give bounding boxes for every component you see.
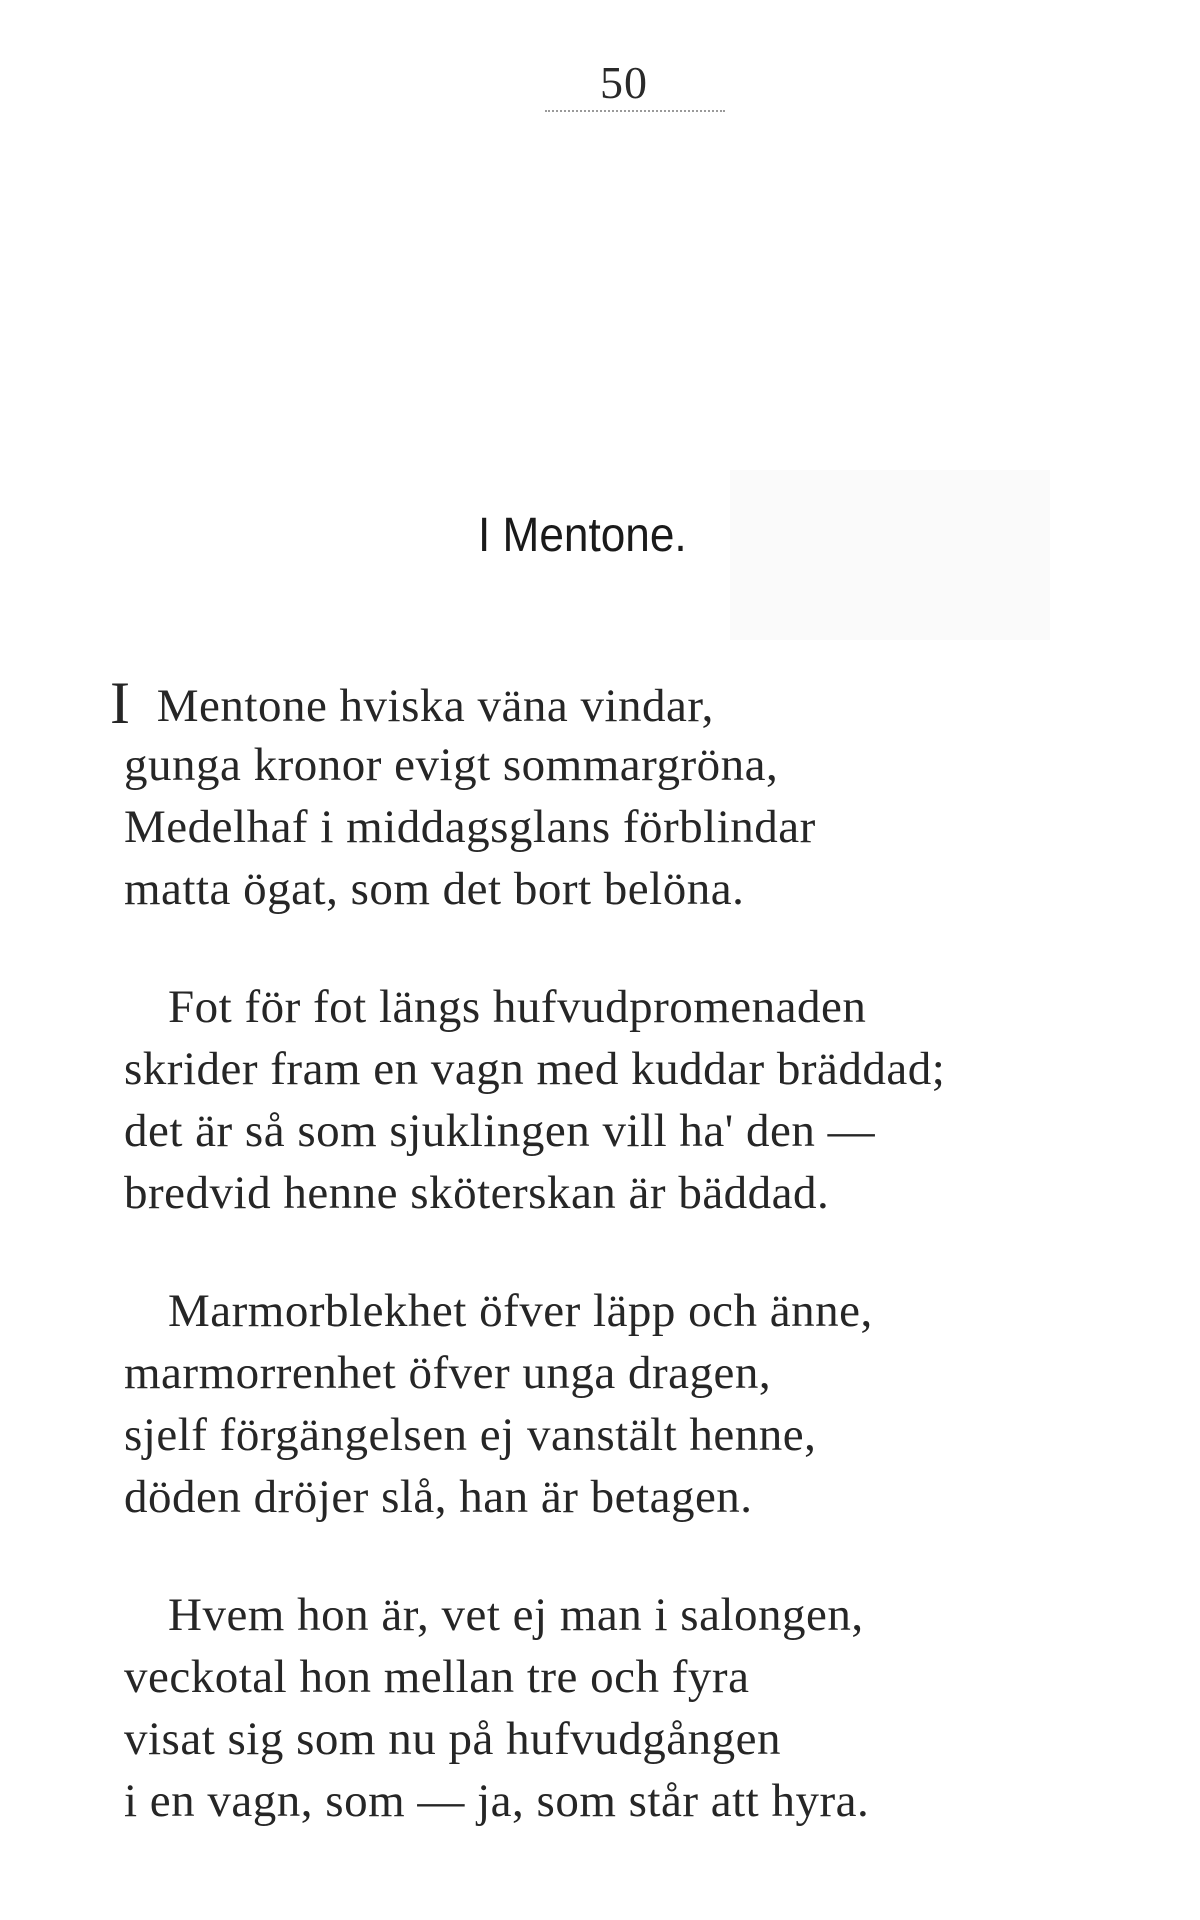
poem-line: sjelf förgängelsen ej vanstält henne, <box>124 1409 817 1461</box>
poem-body <box>110 670 1184 1888</box>
poem-title: I Mentone. <box>478 509 687 562</box>
poem-line: skrider fram en vagn med kuddar bräddad; <box>124 1043 946 1095</box>
poem-line: matta ögat, som det bort belöna. <box>124 863 745 915</box>
page-number-rule <box>545 110 725 112</box>
page-number: 50 <box>600 57 648 108</box>
stanza-4 <box>124 1584 1184 1832</box>
stanza-1 <box>110 670 1184 920</box>
poem-line: veckotal hon mellan tre och fyra <box>124 1651 750 1703</box>
poem-line <box>110 672 1184 734</box>
drop-cap: I <box>110 670 131 736</box>
poem-line: bredvid henne sköterskan är bäddad. <box>124 1167 830 1219</box>
poem-line: i en vagn, som — ja, som står att hyra. <box>124 1775 870 1827</box>
poem-line: marmorrenhet öfver unga dragen, <box>124 1347 772 1399</box>
poem-line: det är så som sjuklingen vill ha' den — <box>124 1105 876 1157</box>
show-through-shadow <box>730 470 1050 640</box>
poem-line: Fot för fot längs hufvudpromenaden <box>168 981 867 1033</box>
poem-line: Hvem hon är, vet ej man i salongen, <box>168 1589 864 1641</box>
poem-line: visat sig som nu på hufvudgången <box>124 1713 781 1765</box>
stanza-2 <box>124 976 1184 1224</box>
stanza-3 <box>124 1280 1184 1528</box>
poem-line: gunga kronor evigt sommargröna, <box>124 739 779 791</box>
poem-line: Medelhaf i middagsglans förblindar <box>124 801 816 853</box>
poem-line: döden dröjer slå, han är betagen. <box>124 1471 753 1523</box>
poem-line: Marmorblekhet öfver läpp och änne, <box>168 1285 873 1337</box>
poem-line-text: Mentone hviska väna vindar, <box>144 680 714 732</box>
